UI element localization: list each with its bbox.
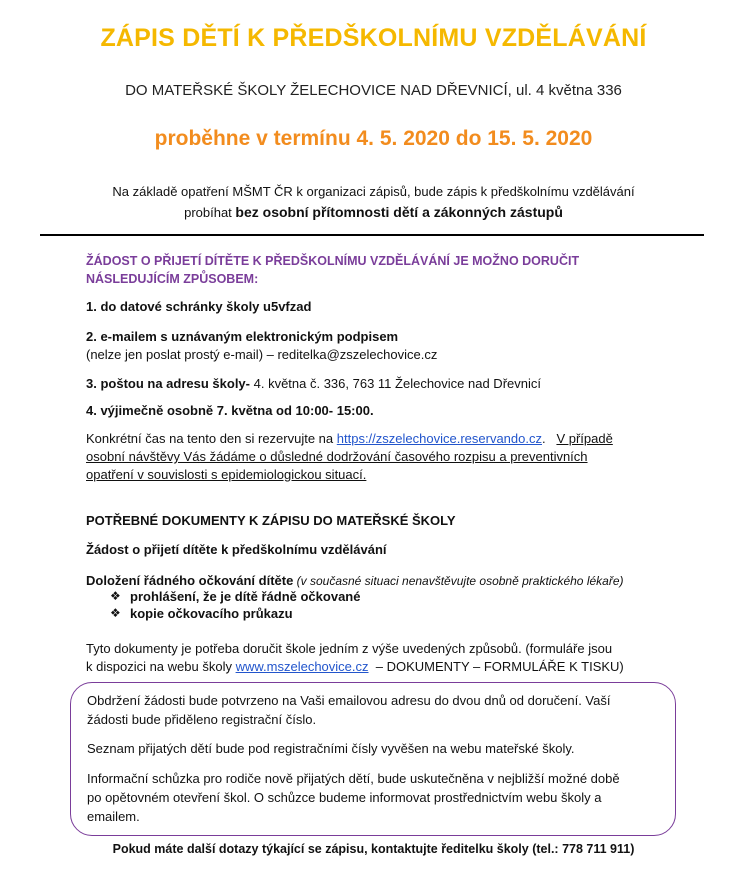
document-application [86,541,387,559]
document-vaccination-note: (v současné situaci nenavštěvujte osobně praktického lékaře) [293,574,624,588]
delivery-option-4-text: 4. výjimečně osobně 7. května od 10:00- 15:00. [86,403,374,418]
delivery-option-2-note: (nelze jen poslat prostý e-mail) – reditelka@zszelechovice.cz [86,347,438,362]
bullet-text: kopie očkovacího průkazu [130,606,293,621]
forms-note [86,640,686,676]
contact-footer: Pokud máte další dotazy týkající se zápisu, kontaktujte ředitelku školy (tel.: 778 711 911) [112,842,635,856]
info-box-paragraph-1 [87,691,657,729]
enrollment-term: proběhne v termínu 4. 5. 2020 do 15. 5. 2020 [154,127,593,150]
info-box-paragraph-3 [87,769,657,826]
delivery-option-2-text: 2. e-mailem s uznávaným elektronickým podpisem [86,329,399,344]
delivery-option-3-address: 4. května č. 336, 763 11 Želechovice nad Dřevnicí [250,376,541,391]
reservation-note-dot: . [541,431,557,446]
intro-line-2-bold: bez osobní přítomnosti dětí a zákonných zástupů [235,204,563,220]
forms-note-prefix: k dispozici na webu školy [86,659,236,674]
reservation-note-warning-start: V případě [556,431,613,446]
info-box-p3-line-1: Informační schůzka pro rodiče nově přijatých dětí, bude uskutečněna v nejbližší možné době [87,771,620,786]
delivery-option-3 [86,375,541,393]
info-box-p3-line-2: po opětovném otevření škol. O schůzce budeme informovat prostřednictvím webu školy a [87,790,602,805]
reservation-note [86,430,676,484]
vaccination-bullet-list [110,588,360,622]
school-website-link[interactable]: www.mszelechovice.cz [235,659,369,674]
delivery-option-4 [86,402,374,420]
intro-text [40,182,707,223]
bullet-text: prohlášení, že je dítě řádně očkované [130,589,361,604]
forms-note-line-1: Tyto dokumenty je potřeba doručit škole jedním z výše uvedených způsobů. (formuláře jsou [86,641,613,656]
intro-line-1: Na základě opatření MŠMT ČR k organizaci zápisů, bude zápis k předškolnímu vzdělávání [112,184,635,199]
section-heading-delivery-line-2: NÁSLEDUJÍCÍM ZPŮSOBEM: [86,272,259,286]
page-title: ZÁPIS DĚTÍ K PŘEDŠKOLNÍMU VZDĚLÁVÁNÍ [100,24,647,52]
section-heading-delivery-line-1: ŽÁDOST O PŘIJETÍ DÍTĚTE K PŘEDŠKOLNÍMU VZDĚLÁVÁNÍ JE MOŽNO DORUČIT [86,254,580,268]
info-box [70,682,676,836]
document-vaccination-text: Doložení řádného očkování dítěte [86,573,294,588]
reservation-note-warning-line-2: osobní návštěvy Vás žádáme o důsledné dodržování časového rozpisu a preventivních [86,449,588,464]
list-item [110,588,360,605]
section-heading-documents: POTŘEBNÉ DOKUMENTY K ZÁPISU DO MATEŘSKÉ ŠKOLY [86,513,456,528]
delivery-option-1 [86,298,311,316]
intro-line-2-prefix: probíhat [184,205,236,220]
intro-line-2 [40,202,707,223]
reservation-link[interactable]: https://zszelechovice.reservando.cz [336,431,542,446]
forms-note-suffix: – DOKUMENTY – FORMULÁŘE K TISKU) [368,659,624,674]
info-box-paragraph-2: Seznam přijatých dětí bude pod registračními čísly vyvěšen na webu mateřské školy. [87,741,575,756]
diamond-bullet-icon: ❖ [110,606,121,620]
reservation-note-prefix: Konkrétní čas na tento den si rezervujte na [86,431,337,446]
delivery-option-2 [86,328,437,364]
delivery-option-1-text: 1. do datové schránky školy u5vfzad [86,299,312,314]
info-box-p1-line-2: žádosti bude přiděleno registrační číslo. [87,712,317,727]
info-box-p1-line-1: Obdržení žádosti bude potvrzeno na Vaši emailovou adresu do dvou dnů od doručení. Vaší [87,693,611,708]
page-subtitle: DO MATEŘSKÉ ŠKOLY ŽELECHOVICE NAD DŘEVNICÍ, ul. 4 května 336 [125,82,622,99]
delivery-option-3-label: 3. poštou na adresu školy- [86,376,250,391]
section-heading-delivery [86,252,626,288]
info-box-p3-line-3: emailem. [87,809,140,824]
diamond-bullet-icon: ❖ [110,589,121,603]
reservation-note-warning-line-3: opatření v souvislosti s epidemiologickou situací. [86,467,367,482]
document-application-text: Žádost o přijetí dítěte k předškolnímu vzdělávání [86,542,387,557]
divider-line [40,234,704,236]
list-item [110,605,360,622]
